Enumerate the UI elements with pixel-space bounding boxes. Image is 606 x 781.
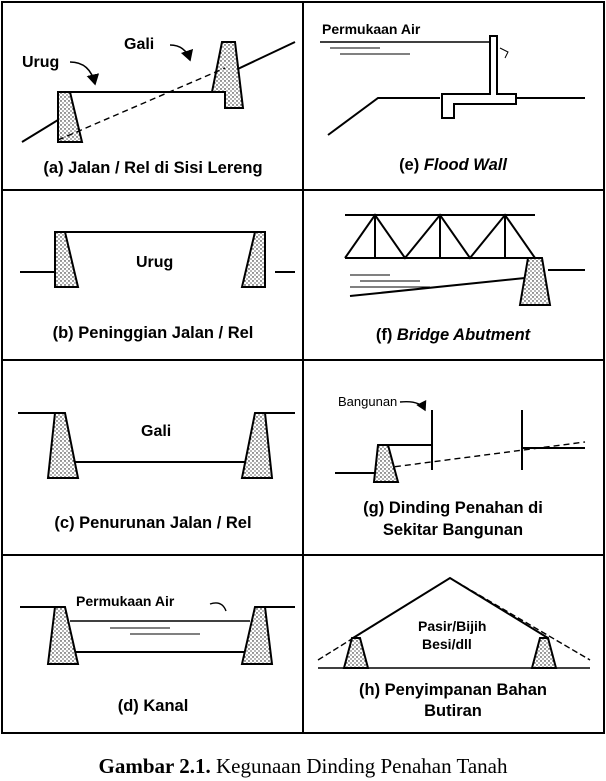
panel-e-caption <box>308 155 598 175</box>
panel-grid <box>2 2 604 733</box>
figure-caption <box>0 754 606 778</box>
panel-c-caption: (c) Penurunan Jalan / Rel <box>54 514 252 532</box>
panel-b-caption: (b) Peninggian Jalan / Rel <box>52 324 254 342</box>
panel-f-caption <box>308 325 598 345</box>
panel-f-caption-prefix: (f) <box>375 326 397 344</box>
panel-g-caption-line2: Sekitar Bangunan <box>382 521 524 539</box>
panel-e-water-label: Permukaan Air <box>322 21 421 37</box>
figure-caption-text: Kegunaan Dinding Penahan Tanah <box>215 754 508 778</box>
panel-h-material-label-2: Besi/dll <box>422 636 472 652</box>
panel-a-fill-label: Urug <box>22 54 60 71</box>
panel-e-caption-prefix: (e) <box>399 156 424 174</box>
panel-f-caption-italic: Bridge Abutment <box>396 326 531 344</box>
panel-h-caption-line1: (h) Penyimpanan Bahan <box>359 681 547 699</box>
panel-e-diagram <box>320 36 585 135</box>
panel-g-diagram <box>335 402 585 482</box>
panel-a-caption: (a) Jalan / Rel di Sisi Lereng <box>43 159 263 177</box>
panel-d-diagram <box>20 603 295 664</box>
panel-h-material-label-1: Pasir/Bijih <box>418 618 487 634</box>
panel-a-cut-label: Gali <box>124 36 155 53</box>
panel-b-fill-label: Urug <box>136 254 174 271</box>
panel-c-cut-label: Gali <box>141 423 172 440</box>
panel-g-building-label: Bangunan <box>338 394 398 409</box>
panel-d-caption: (d) Kanal <box>117 697 189 715</box>
panel-a-diagram <box>22 42 295 142</box>
panel-d-water-label: Permukaan Air <box>76 593 175 609</box>
panel-f-diagram <box>345 215 585 305</box>
panel-h-caption-line2: Butiran <box>424 702 482 720</box>
figure-number: Gambar 2.1. <box>98 754 211 778</box>
panel-g-caption-line1: (g) Dinding Penahan di <box>363 499 543 517</box>
panel-e-caption-italic: Flood Wall <box>423 156 507 174</box>
